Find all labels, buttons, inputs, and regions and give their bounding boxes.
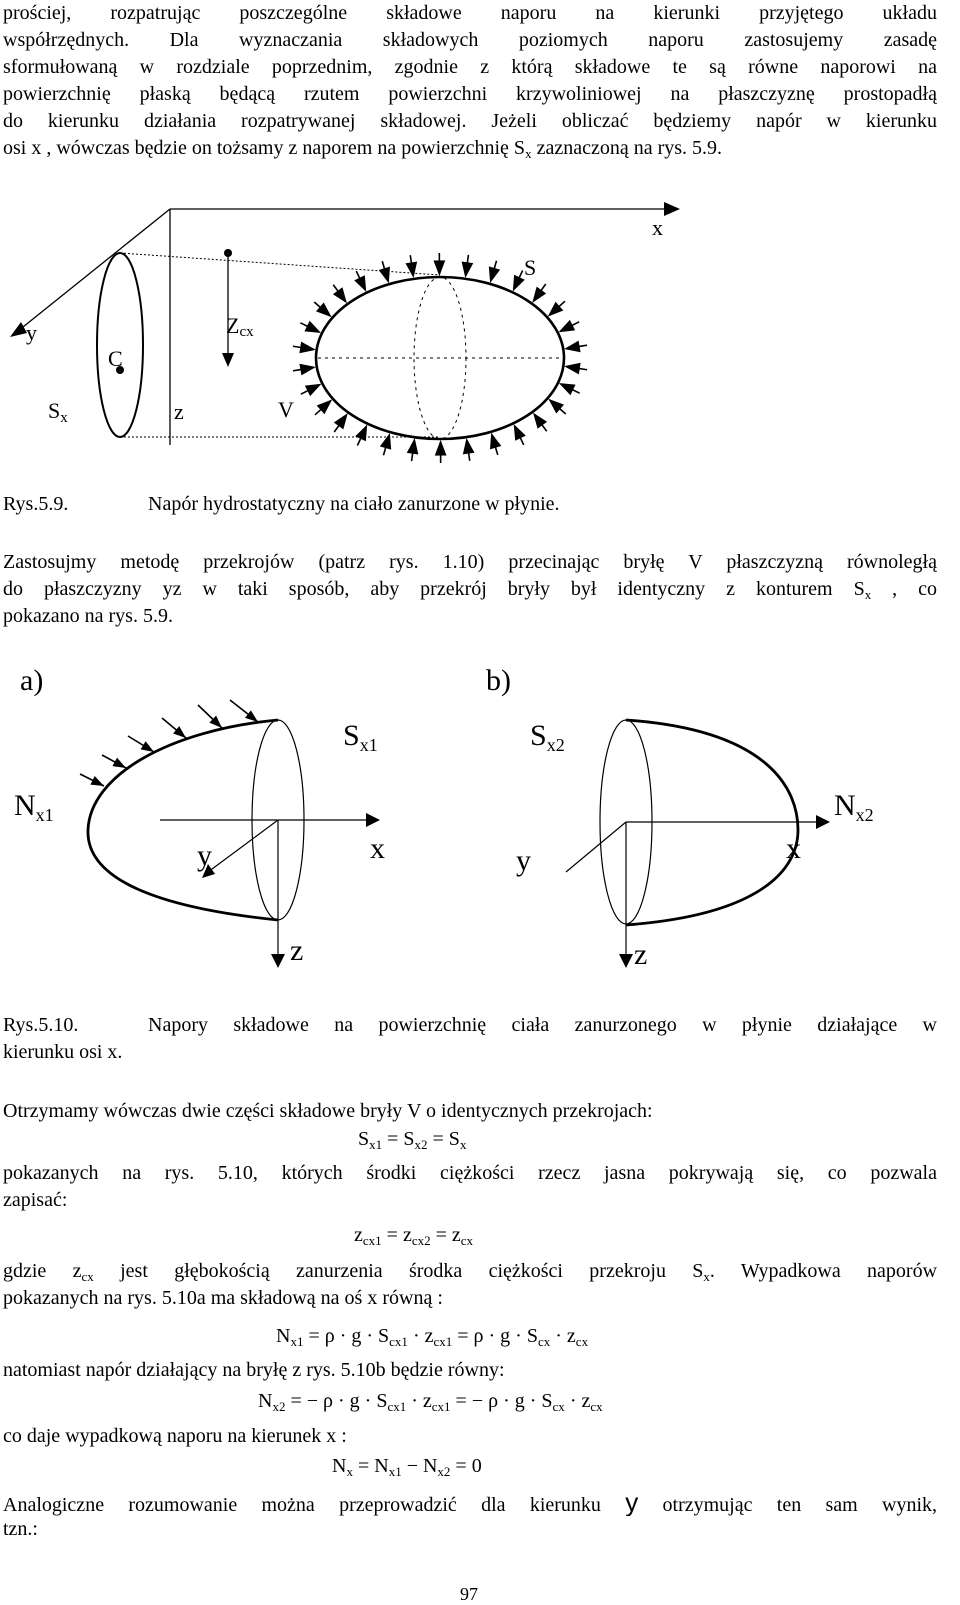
pressure-arrow-head — [463, 262, 473, 275]
text-line: osi x , wówczas będzie on tożsamy z naporem na powierzchnię $S_x$ zaznaczoną na rys. 5.9. — [3, 135, 937, 162]
paragraph-centroids — [3, 1160, 937, 1214]
label-zcx: Zcx — [226, 313, 254, 340]
pressure-arrow-head — [300, 343, 313, 352]
text-line: pokazanych na rys. 5.10a ma składową na oś x równą : — [3, 1285, 937, 1312]
label-y: y — [26, 320, 37, 345]
label-sx2: $S_{x2}$ — [530, 719, 565, 755]
label-nx1: $N_{x1}$ — [14, 789, 54, 825]
label-c: C — [108, 346, 123, 371]
axis-z-b-arrow — [619, 954, 633, 968]
text-line: tzn.: — [3, 1516, 937, 1543]
axis-x-b-arrow — [816, 815, 830, 829]
pressure-arrow-head — [561, 384, 575, 394]
text-line: powierzchnię płaską będącą rzutem powierzchni krzywoliniowej na płaszczyznę prostopadłą — [3, 81, 937, 108]
pressure-arrow-head — [436, 442, 446, 455]
pressure-arrow-head — [245, 710, 258, 722]
paragraph-intro — [3, 0, 937, 162]
label-b: b) — [486, 664, 511, 697]
caption-fig-5-9-text: Napór hydrostatyczny na ciało zanurzone w płynie. — [148, 493, 560, 516]
paragraph-resultant — [3, 1258, 937, 1312]
text-line: współrzędnych. Dla wyznaczania składowych poziomych naporu zastosujemy zasadę — [3, 27, 937, 54]
text-line: prościej, rozpatrując poszczególne składowe naporu na kierunki przyjętego układu — [3, 0, 937, 27]
pressure-arrow-head — [357, 426, 367, 440]
text-line: gdzie $z_{cx}$ jest głębokością zanurzenia środka ciężkości przekroju $S_x$. Wypadkowa naporów — [3, 1258, 937, 1285]
paragraph-sections — [3, 549, 937, 630]
page-number: 97 — [460, 1584, 478, 1605]
pressure-arrow-head — [380, 268, 389, 282]
pressure-arrow-head — [560, 321, 574, 331]
caption-line: Rys.5.10. Napory składowe na powierzchnię ciała zanurzonego w płynie działające w — [3, 1012, 937, 1039]
text-line: do płaszczyzny yz w taki sposób, aby przekrój bryły był identyczny z konturem $S_x$ , co — [3, 576, 937, 603]
equation-nx: $N_x = N_{x1} - N_{x2} = 0$ — [332, 1455, 482, 1478]
axis-x-arrow — [664, 202, 680, 216]
axis-y-arrow — [10, 322, 27, 337]
label-z-b: z — [634, 938, 647, 971]
text-line: pokazano na rys. 5.9. — [3, 603, 937, 630]
label-x-b: x — [786, 832, 801, 865]
equation-zcx: $z_{cx1} = z_{cx2} = z_{cx}$ — [354, 1224, 473, 1247]
axis-x-a-arrow — [366, 813, 380, 827]
text-line: do kierunku działania rozpatrywanej składowej. Jeżeli obliczać będziemy napór w kierunku — [3, 108, 937, 135]
text-line: zapisać: — [3, 1187, 937, 1214]
pressure-arrow-head — [90, 776, 104, 786]
axis-y-a — [208, 820, 278, 872]
zcx-arrow — [222, 353, 234, 367]
axis-z-a-arrow — [271, 954, 285, 968]
pressure-arrow-head — [112, 758, 126, 768]
caption-line: kierunku osi x. — [3, 1039, 937, 1066]
paragraph-nx2-intro — [3, 1357, 937, 1384]
figure-5-10 — [0, 660, 960, 990]
equation-sx: $S_{x1} = S_{x2} = S_x$ — [358, 1128, 466, 1151]
projection-sx-ellipse — [97, 253, 143, 437]
label-y-b: y — [516, 844, 531, 877]
text-line: natomiast napór działający na bryłę z rys. 5.10b będzie równy: — [3, 1357, 937, 1384]
label-s: S — [524, 255, 536, 280]
pressure-arrow-head — [464, 440, 474, 453]
pressure-arrows-a — [80, 700, 258, 786]
label-sx: Sx — [48, 398, 68, 426]
label-a: a) — [20, 664, 43, 697]
axis-y-line — [18, 209, 170, 331]
pressure-arrow-head — [490, 267, 499, 281]
text-line: co daje wypadkową naporu na kierunek x : — [3, 1423, 937, 1450]
pressure-arrow-head — [306, 385, 320, 395]
text-line: Zastosujmy metodę przekrojów (patrz rys. 1.10) przecinając bryłę V płaszczyzną równoległą — [3, 549, 937, 576]
equation-nx2: $N_{x2}$ = − $\rho \cdot g \cdot S_{cx1} \cdot z_{cx1}$ = − $\rho \cdot g \cdot S_{cx} \cdot z_{cx}$ — [258, 1390, 603, 1413]
text-line: Otrzymamy wówczas dwie części składowe bryły V o identycznych przekrojach: — [3, 1098, 937, 1125]
pressure-arrow-head — [306, 322, 320, 332]
projection-line-top — [120, 253, 440, 275]
pressure-arrow-head — [534, 414, 545, 427]
paragraph-parts — [3, 1098, 937, 1125]
text-line: Analogiczne rozumowanie można przeprowadzić dla kierunku y otrzymując ten sam wynik, — [3, 1489, 937, 1516]
pressure-arrow-head — [355, 276, 365, 290]
caption-fig-5-9-number: Rys.5.9. — [3, 493, 68, 516]
pressure-arrow-head — [334, 289, 345, 302]
paragraph-analogous — [3, 1489, 937, 1543]
label-z: z — [174, 399, 184, 424]
pressure-arrow-head — [534, 288, 545, 301]
text-line: sformułowaną w rozdziale poprzednim, zgodnie z którą składowe te są równe naporowi na — [3, 54, 937, 81]
equation-nx1: $N_{x1} = \rho \cdot g \cdot S_{cx1} \cdot z_{cx1} = \rho \cdot g \cdot S_{cx} \cdot z_{cx}$ — [276, 1325, 588, 1348]
label-v: V — [278, 397, 294, 422]
axis-y-b — [566, 822, 626, 872]
label-x: x — [652, 215, 663, 240]
pressure-arrow-head — [300, 365, 313, 374]
pressure-arrow-head — [566, 342, 579, 351]
pressure-arrow-head — [566, 364, 579, 373]
pressure-arrow-head — [408, 440, 418, 453]
pressure-arrow-head — [435, 261, 445, 274]
label-sx1: $S_{x1}$ — [343, 719, 378, 755]
pressure-arrow-head — [514, 276, 524, 290]
pressure-arrow-head — [141, 741, 154, 752]
pressure-arrow-head — [407, 263, 417, 276]
caption-fig-5-10 — [3, 1012, 937, 1066]
label-nx2: $N_{x2}$ — [834, 789, 874, 825]
text-line: pokazanych na rys. 5.10, których środki ciężkości rzecz jasna pokrywają się, co pozwala — [3, 1160, 937, 1187]
label-y-a: y — [197, 839, 212, 872]
pressure-arrow-head — [491, 435, 500, 449]
pressure-arrow-head — [335, 415, 346, 428]
pressure-arrow-head — [515, 426, 525, 440]
label-z-a: z — [290, 934, 303, 967]
paragraph-total-x — [3, 1423, 937, 1450]
figure-5-9 — [0, 195, 960, 465]
label-x-a: x — [370, 832, 385, 865]
